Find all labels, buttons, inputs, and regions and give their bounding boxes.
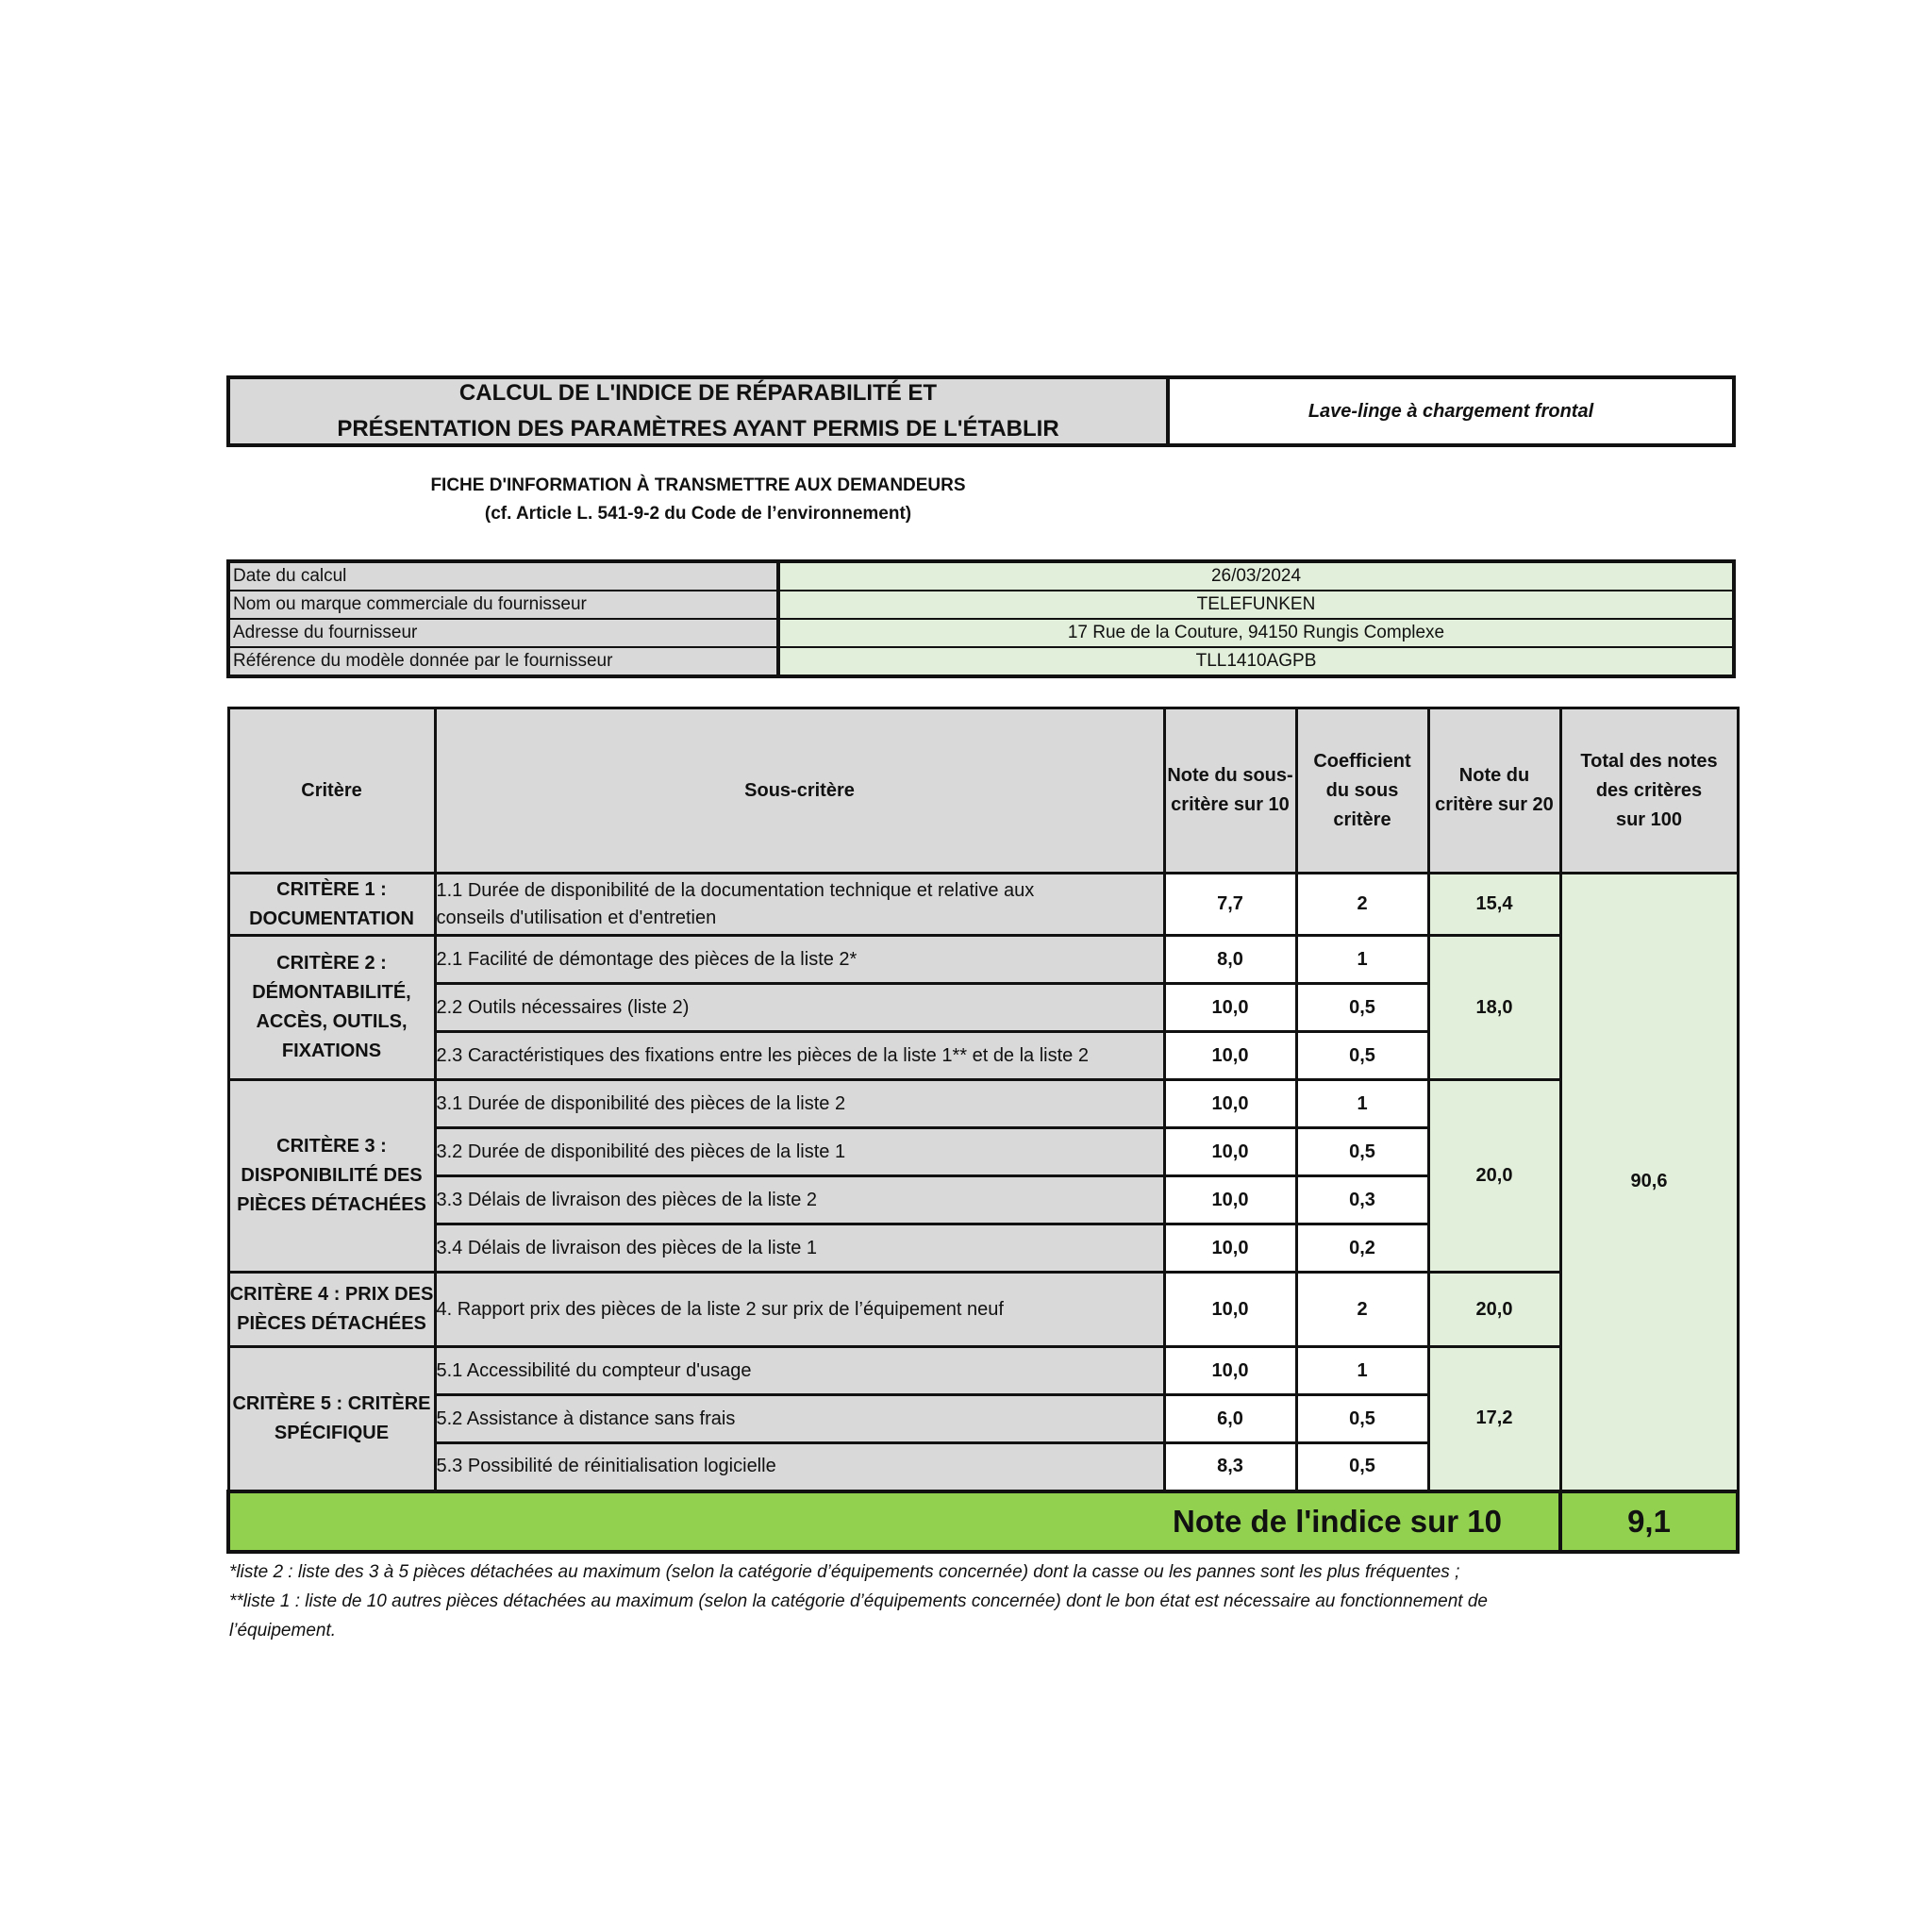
subcriterion-score: 10,0 xyxy=(1164,1032,1296,1080)
document-title xyxy=(230,379,1170,443)
criterion-1-label: CRITÈRE 1 : DOCUMENTATION xyxy=(228,874,435,936)
info-value: TELEFUNKEN xyxy=(780,591,1732,618)
table-row xyxy=(228,1273,1738,1347)
subcriterion-label: 3.4 Délais de livraison des pièces de la liste 1 xyxy=(435,1224,1164,1273)
header-box xyxy=(226,375,1736,447)
final-score-row xyxy=(228,1491,1738,1552)
subcriterion-coefficient: 0,2 xyxy=(1296,1224,1428,1273)
subheading-line-1: FICHE D'INFORMATION À TRANSMETTRE AUX DEMANDEURS xyxy=(430,475,966,495)
subcriterion-score: 8,0 xyxy=(1164,936,1296,984)
supplier-info-table xyxy=(226,559,1736,678)
subcriterion-label: 3.3 Délais de livraison des pièces de la liste 2 xyxy=(435,1176,1164,1224)
header-note-sous-critere: Note du sous- critère sur 10 xyxy=(1164,708,1296,874)
subcriterion-label: 2.2 Outils nécessaires (liste 2) xyxy=(435,984,1164,1032)
info-label: Adresse du fournisseur xyxy=(230,620,780,646)
criterion-3-score: 20,0 xyxy=(1428,1080,1560,1273)
footnotes xyxy=(226,1557,1736,1645)
subcriterion-score: 10,0 xyxy=(1164,1273,1296,1347)
info-label: Nom ou marque commerciale du fournisseur xyxy=(230,591,780,618)
criterion-4-score: 20,0 xyxy=(1428,1273,1560,1347)
title-line-2: PRÉSENTATION DES PARAMÈTRES AYANT PERMIS DE L'ÉTABLIR xyxy=(337,416,1059,441)
total-score-100: 90,6 xyxy=(1560,874,1738,1491)
final-score-value: 9,1 xyxy=(1560,1491,1738,1552)
info-label: Date du calcul xyxy=(230,563,780,590)
subcriterion-coefficient: 0,5 xyxy=(1296,1128,1428,1176)
header-sous-critere: Sous-critère xyxy=(435,708,1164,874)
subheading-line-2: (cf. Article L. 541-9-2 du Code de l’environnement) xyxy=(484,504,912,524)
criterion-4-label: CRITÈRE 4 : PRIX DES PIÈCES DÉTACHÉES xyxy=(228,1273,435,1347)
subcriterion-label: 2.1 Facilité de démontage des pièces de la liste 2* xyxy=(435,936,1164,984)
info-label: Référence du modèle donnée par le fournisseur xyxy=(230,648,780,675)
info-row xyxy=(230,620,1732,648)
table-row xyxy=(228,1080,1738,1128)
subcriterion-coefficient: 0,5 xyxy=(1296,1032,1428,1080)
footnote-liste-1-continued: l’équipement. xyxy=(229,1620,337,1641)
subcriterion-coefficient: 2 xyxy=(1296,874,1428,936)
footnote-liste-2: *liste 2 : liste des 3 à 5 pièces détachées au maximum (selon la catégorie d’équipements concernée) dont la casse ou les pannes sont les plus fréquentes ; xyxy=(229,1561,1460,1582)
criterion-2-score: 18,0 xyxy=(1428,936,1560,1080)
subcriterion-score: 10,0 xyxy=(1164,1176,1296,1224)
subcriterion-label: 5.1 Accessibilité du compteur d'usage xyxy=(435,1347,1164,1395)
title-line-1: CALCUL DE L'INDICE DE RÉPARABILITÉ ET xyxy=(458,380,938,406)
subcriterion-score: 8,3 xyxy=(1164,1443,1296,1491)
subcriterion-score: 10,0 xyxy=(1164,1347,1296,1395)
subcriterion-label: 5.2 Assistance à distance sans frais xyxy=(435,1395,1164,1443)
criterion-5-label: CRITÈRE 5 : CRITÈRE SPÉCIFIQUE xyxy=(228,1347,435,1491)
subcriterion-label: 4. Rapport prix des pièces de la liste 2 sur prix de l’équipement neuf xyxy=(435,1273,1164,1347)
subcriterion-coefficient: 0,3 xyxy=(1296,1176,1428,1224)
subcriterion-coefficient: 1 xyxy=(1296,936,1428,984)
subcriterion-label: 5.3 Possibilité de réinitialisation logicielle xyxy=(435,1443,1164,1491)
score-table xyxy=(226,707,1740,1554)
table-row xyxy=(228,936,1738,984)
subcriterion-score: 6,0 xyxy=(1164,1395,1296,1443)
header-coefficient: Coefficient du sous critère xyxy=(1296,708,1428,874)
subcriterion-coefficient: 0,5 xyxy=(1296,984,1428,1032)
subcriterion-score: 10,0 xyxy=(1164,1224,1296,1273)
final-score-label: Note de l'indice sur 10 xyxy=(228,1491,1560,1552)
info-value: TLL1410AGPB xyxy=(780,648,1732,675)
criterion-3-label: CRITÈRE 3 : DISPONIBILITÉ DES PIÈCES DÉTACHÉES xyxy=(228,1080,435,1273)
criterion-2-label: CRITÈRE 2 : DÉMONTABILITÉ, ACCÈS, OUTILS, FIXATIONS xyxy=(228,936,435,1080)
subcriterion-coefficient: 2 xyxy=(1296,1273,1428,1347)
header-note-critere: Note du critère sur 20 xyxy=(1428,708,1560,874)
subcriterion-coefficient: 1 xyxy=(1296,1080,1428,1128)
table-row xyxy=(228,1347,1738,1395)
subcriterion-score: 7,7 xyxy=(1164,874,1296,936)
criterion-5-score: 17,2 xyxy=(1428,1347,1560,1491)
subcriterion-score: 10,0 xyxy=(1164,1080,1296,1128)
subcriterion-label: 3.2 Durée de disponibilité des pièces de la liste 1 xyxy=(435,1128,1164,1176)
subcriterion-coefficient: 0,5 xyxy=(1296,1395,1428,1443)
subcriterion-label: 2.3 Caractéristiques des fixations entre les pièces de la liste 1** et de la liste 2 xyxy=(435,1032,1164,1080)
subcriterion-label: 3.1 Durée de disponibilité des pièces de la liste 2 xyxy=(435,1080,1164,1128)
info-value: 26/03/2024 xyxy=(780,563,1732,590)
header-critere: Critère xyxy=(228,708,435,874)
subcriterion-score: 10,0 xyxy=(1164,1128,1296,1176)
info-row xyxy=(230,563,1732,591)
subcriterion-coefficient: 1 xyxy=(1296,1347,1428,1395)
table-row xyxy=(228,874,1738,936)
info-row xyxy=(230,648,1732,675)
subcriterion-score: 10,0 xyxy=(1164,984,1296,1032)
header-total: Total des notes des critères sur 100 xyxy=(1560,708,1738,874)
product-type: Lave-linge à chargement frontal xyxy=(1307,400,1594,422)
subcriterion-coefficient: 0,5 xyxy=(1296,1443,1428,1491)
repairability-sheet xyxy=(226,375,1736,1645)
subcriterion-label: 1.1 Durée de disponibilité de la documentation technique et relative aux conseils d'utilisation et d'entretien xyxy=(435,874,1164,936)
footnote-liste-1: **liste 1 : liste de 10 autres pièces détachées au maximum (selon la catégorie d’équipements concernée) dont le bon état est nécessaire au fonctionnement de xyxy=(229,1591,1488,1611)
info-row xyxy=(230,591,1732,620)
criterion-1-score: 15,4 xyxy=(1428,874,1560,936)
table-header-row xyxy=(228,708,1738,874)
info-value: 17 Rue de la Couture, 94150 Rungis Complexe xyxy=(780,620,1732,646)
subheading xyxy=(226,472,1170,528)
